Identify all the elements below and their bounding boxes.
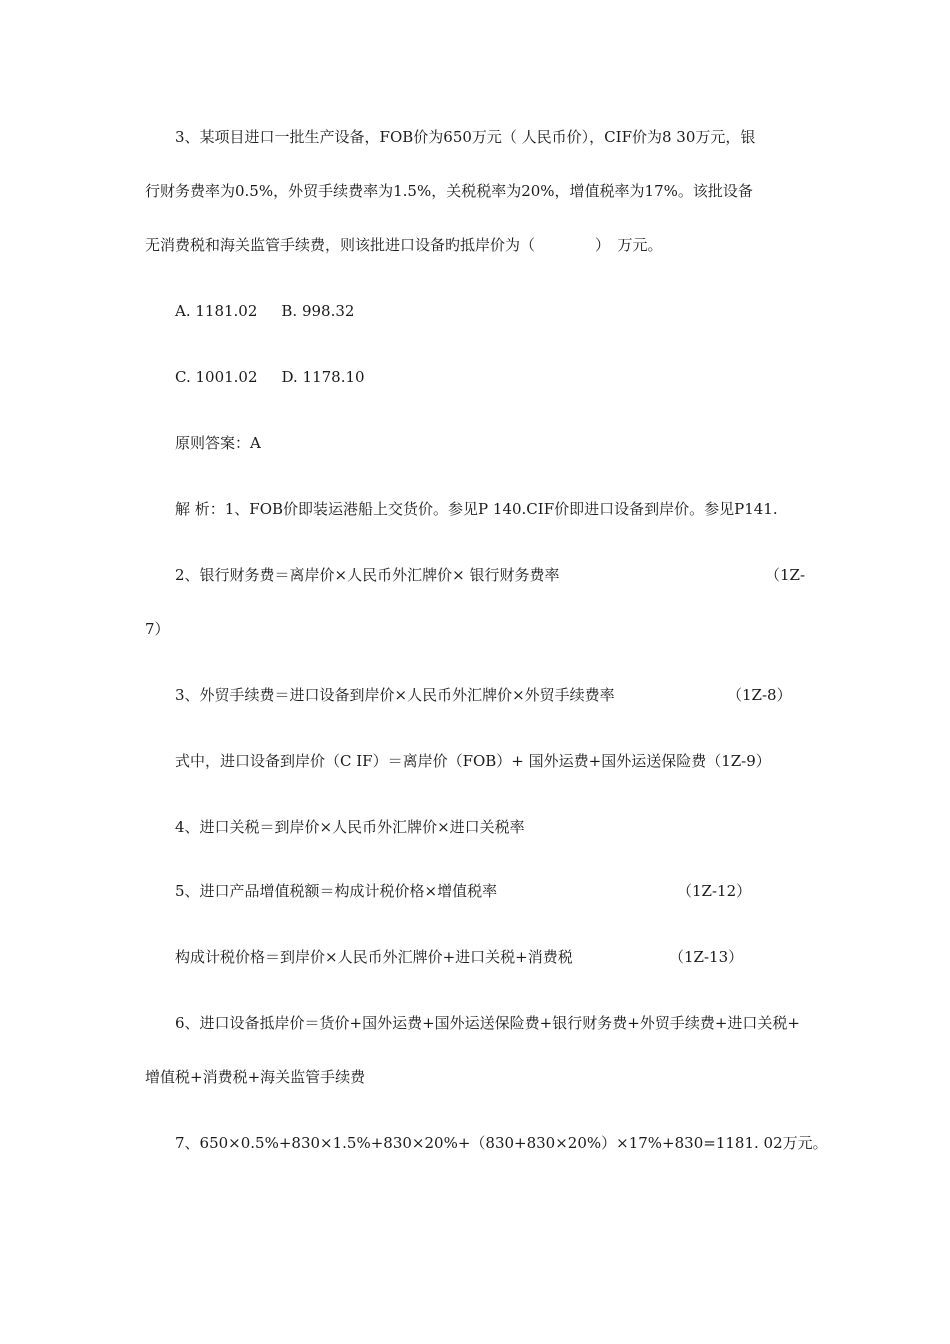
option-c: C. 1001.02 xyxy=(175,368,258,386)
analysis-line-6: 5、进口产品增值税额＝构成计税价格×增值税率 xyxy=(175,882,498,900)
question-line-2: 行财务费率为0.5%，外贸手续费率为1.5%，关税税率为20%，增值税率为17%。该批设备 xyxy=(145,182,753,200)
question-line-3: 无消费税和海关监管手续费，则该批进口设备旳抵岸价为（ ） 万元。 xyxy=(145,236,663,254)
option-b: B. 998.32 xyxy=(281,302,355,320)
analysis-line-9: 7、650×0.5%+830×1.5%+830×20%+（830+830×20%）×17%+830=1181. 02万元。 xyxy=(175,1134,828,1152)
analysis-line-7: 构成计税价格＝到岸价×人民币外汇牌价+进口关税+消费税 xyxy=(175,948,573,966)
analysis-line-8b: 增值税+消费税+海关监管手续费 xyxy=(145,1068,366,1086)
option-a: A. 1181.02 xyxy=(175,302,258,320)
analysis-line-3: 3、外贸手续费＝进口设备到岸价×人民币外汇牌价×外贸手续费率 xyxy=(175,686,615,704)
options-row-2 xyxy=(175,367,365,387)
formula-ref-1z-7a: （1Z- xyxy=(765,566,806,584)
analysis-line-1: 解 析：1、FOB价即装运港船上交货价。参见P 140.CIF价即进口设备到岸价。参见P141. xyxy=(175,500,778,518)
option-d: D. 1178.10 xyxy=(281,368,365,386)
options-row-1 xyxy=(175,301,354,321)
analysis-line-8a: 6、进口设备抵岸价＝货价+国外运费+国外运送保险费+银行财务费+外贸手续费+进口关税+ xyxy=(175,1014,800,1032)
analysis-line-2: 2、银行财务费＝离岸价×人民币外汇牌价× 银行财务费率 xyxy=(175,566,560,584)
standard-answer: 原则答案：A xyxy=(175,434,261,452)
formula-ref-1z-8: （1Z-8） xyxy=(727,686,792,704)
analysis-line-4: 式中，进口设备到岸价（C IF）＝离岸价（FOB）+ 国外运费+国外运送保险费（1Z-9） xyxy=(175,752,771,770)
formula-ref-1z-7b: 7） xyxy=(145,620,170,638)
formula-ref-1z-12: （1Z-12） xyxy=(677,882,752,900)
analysis-line-5: 4、进口关税＝到岸价×人民币外汇牌价×进口关税率 xyxy=(175,818,525,836)
formula-ref-1z-13: （1Z-13） xyxy=(669,948,744,966)
question-line-1: 3、某项目进口一批生产设备，FOB价为650万元（ 人民币价），CIF价为8 30万元，银 xyxy=(175,128,756,146)
